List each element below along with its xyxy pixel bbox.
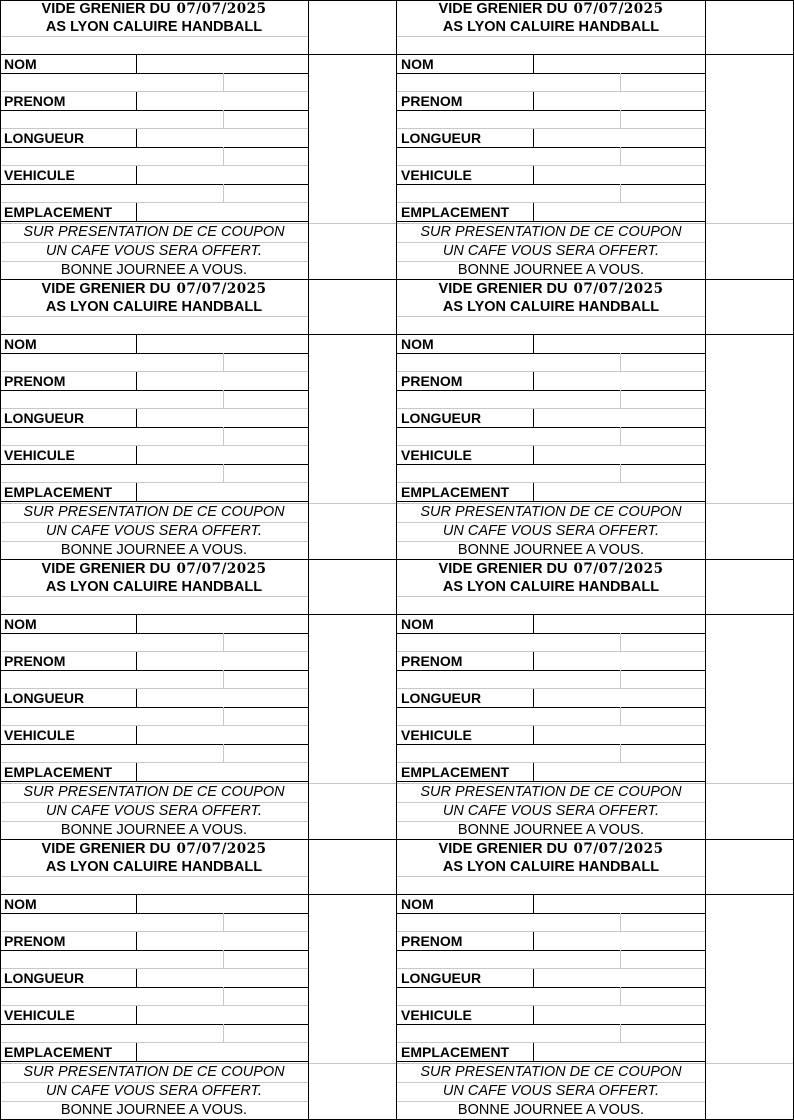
field-input[interactable] xyxy=(534,203,705,221)
coupon-title-text: VIDE GRENIER DU xyxy=(41,1,171,17)
field-label: NOM xyxy=(4,56,37,72)
input-line xyxy=(136,184,308,185)
gridline xyxy=(620,353,621,371)
field-label: NOM xyxy=(401,896,434,912)
field-input[interactable] xyxy=(534,932,705,950)
field-input[interactable] xyxy=(137,483,308,501)
field-input[interactable] xyxy=(534,55,705,73)
club-name: AS LYON CALUIRE HANDBALL xyxy=(45,579,263,595)
field-label: PRENOM xyxy=(4,653,66,669)
field-label: PRENOM xyxy=(4,373,66,389)
input-line xyxy=(533,147,705,148)
gridline xyxy=(397,1082,705,1083)
coupon-offer-line1: SUR PRESENTATION DE CE COUPON xyxy=(420,224,682,240)
input-line xyxy=(533,670,705,671)
coupon-title-text: VIDE GRENIER DU xyxy=(438,1,568,17)
field-label: NOM xyxy=(4,616,37,632)
input-line xyxy=(136,950,308,951)
field-label: PRENOM xyxy=(401,373,463,389)
column-divider xyxy=(308,560,309,840)
gridline xyxy=(0,802,308,803)
input-line xyxy=(533,427,705,428)
gridline xyxy=(620,184,621,202)
input-line xyxy=(136,987,308,988)
gridline xyxy=(223,987,224,1005)
field-label: LONGUEUR xyxy=(401,970,482,986)
coupon-offer-line2: UN CAFE VOUS SERA OFFERT. xyxy=(442,243,660,259)
gridline xyxy=(397,1101,705,1102)
label-underline xyxy=(0,147,136,148)
coupon-title xyxy=(0,840,308,858)
field-input[interactable] xyxy=(137,55,308,73)
coupon-title xyxy=(0,280,308,298)
field-input[interactable] xyxy=(534,1006,705,1024)
event-date: 07/07/2025 xyxy=(573,841,664,857)
coupon-greeting: BONNE JOURNEE A VOUS. xyxy=(457,1102,645,1118)
field-input[interactable] xyxy=(534,483,705,501)
field-label: LONGUEUR xyxy=(401,130,482,146)
input-line xyxy=(136,73,308,74)
coupon xyxy=(0,280,397,560)
coupon-greeting: BONNE JOURNEE A VOUS. xyxy=(457,262,645,278)
label-underline xyxy=(0,501,136,502)
coupon-title xyxy=(397,840,705,858)
field-label: EMPLACEMENT xyxy=(401,484,510,500)
coupon xyxy=(0,0,397,280)
field-input[interactable] xyxy=(137,409,308,427)
label-underline xyxy=(0,987,136,988)
field-input[interactable] xyxy=(534,335,705,353)
field-label: VEHICULE xyxy=(4,447,75,463)
field-input[interactable] xyxy=(534,969,705,987)
event-date: 07/07/2025 xyxy=(176,561,267,577)
field-input[interactable] xyxy=(137,763,308,781)
field-label: EMPLACEMENT xyxy=(4,204,113,220)
field-label: VEHICULE xyxy=(4,727,75,743)
field-input[interactable] xyxy=(137,969,308,987)
gridline xyxy=(397,876,705,877)
input-line xyxy=(533,353,705,354)
label-underline xyxy=(0,781,136,782)
coupon-title xyxy=(397,0,705,18)
input-line xyxy=(136,390,308,391)
coupon-greeting: BONNE JOURNEE A VOUS. xyxy=(60,822,248,838)
coupon-offer-line1: SUR PRESENTATION DE CE COUPON xyxy=(420,784,682,800)
gridline xyxy=(620,427,621,445)
field-label: LONGUEUR xyxy=(4,130,85,146)
gridline xyxy=(620,950,621,968)
field-label: VEHICULE xyxy=(401,167,472,183)
field-input[interactable] xyxy=(534,1043,705,1061)
label-underline xyxy=(397,501,533,502)
field-label: EMPLACEMENT xyxy=(401,204,510,220)
field-label: EMPLACEMENT xyxy=(4,764,113,780)
gridline xyxy=(223,73,224,91)
gridline xyxy=(0,36,308,37)
club-name: AS LYON CALUIRE HANDBALL xyxy=(442,19,660,35)
label-underline xyxy=(0,353,136,354)
label-underline xyxy=(397,110,533,111)
label-underline xyxy=(397,147,533,148)
label-underline xyxy=(397,633,533,634)
input-line xyxy=(136,1061,308,1062)
field-input[interactable] xyxy=(534,652,705,670)
field-input[interactable] xyxy=(137,1043,308,1061)
coupon-title xyxy=(0,560,308,578)
input-line xyxy=(136,913,308,914)
gridline xyxy=(0,541,308,542)
label-underline xyxy=(0,73,136,74)
field-label: VEHICULE xyxy=(401,447,472,463)
field-label: VEHICULE xyxy=(401,1007,472,1023)
club-name: AS LYON CALUIRE HANDBALL xyxy=(442,859,660,875)
coupon-offer-line1: SUR PRESENTATION DE CE COUPON xyxy=(23,224,285,240)
gridline xyxy=(223,147,224,165)
field-input[interactable] xyxy=(137,446,308,464)
field-label: PRENOM xyxy=(401,933,463,949)
field-input[interactable] xyxy=(534,92,705,110)
input-line xyxy=(136,670,308,671)
field-label: EMPLACEMENT xyxy=(4,484,113,500)
coupon-greeting: BONNE JOURNEE A VOUS. xyxy=(457,542,645,558)
gridline xyxy=(620,110,621,128)
coupon-greeting: BONNE JOURNEE A VOUS. xyxy=(60,542,248,558)
field-label: PRENOM xyxy=(401,93,463,109)
gridline xyxy=(620,913,621,931)
gridline xyxy=(620,987,621,1005)
input-line xyxy=(533,633,705,634)
column-divider xyxy=(705,560,706,840)
label-underline xyxy=(397,987,533,988)
gridline xyxy=(0,242,308,243)
column-divider xyxy=(308,840,309,1120)
input-line xyxy=(533,501,705,502)
input-line xyxy=(533,221,705,222)
gridline xyxy=(397,242,705,243)
label-underline xyxy=(397,707,533,708)
input-line xyxy=(533,950,705,951)
label-underline xyxy=(397,950,533,951)
gridline xyxy=(223,670,224,688)
coupon-offer-line1: SUR PRESENTATION DE CE COUPON xyxy=(23,1064,285,1080)
event-date: 07/07/2025 xyxy=(176,1,267,17)
input-line xyxy=(533,464,705,465)
coupon-offer-line1: SUR PRESENTATION DE CE COUPON xyxy=(23,784,285,800)
field-input[interactable] xyxy=(534,763,705,781)
gridline xyxy=(397,261,705,262)
label-underline xyxy=(0,1061,136,1062)
input-line xyxy=(533,390,705,391)
coupon-offer-line2: UN CAFE VOUS SERA OFFERT. xyxy=(442,803,660,819)
label-underline xyxy=(0,744,136,745)
coupon-title-text: VIDE GRENIER DU xyxy=(41,281,171,297)
input-line xyxy=(136,221,308,222)
field-label: LONGUEUR xyxy=(4,410,85,426)
coupon xyxy=(0,560,397,840)
field-input[interactable] xyxy=(534,446,705,464)
input-line xyxy=(136,147,308,148)
field-input[interactable] xyxy=(534,615,705,633)
field-input[interactable] xyxy=(534,726,705,744)
label-underline xyxy=(397,1061,533,1062)
column-divider xyxy=(705,280,706,560)
coupon-greeting: BONNE JOURNEE A VOUS. xyxy=(60,262,248,278)
label-underline xyxy=(397,464,533,465)
input-line xyxy=(136,707,308,708)
gridline xyxy=(0,316,308,317)
gridline xyxy=(397,596,705,597)
input-line xyxy=(136,781,308,782)
gridline xyxy=(223,353,224,371)
field-label: NOM xyxy=(401,336,434,352)
gridline xyxy=(397,541,705,542)
field-input[interactable] xyxy=(137,92,308,110)
gridline xyxy=(397,316,705,317)
label-underline xyxy=(397,353,533,354)
gridline xyxy=(620,744,621,762)
gridline xyxy=(620,707,621,725)
input-line xyxy=(533,913,705,914)
field-label: VEHICULE xyxy=(4,1007,75,1023)
field-label: NOM xyxy=(401,616,434,632)
field-input[interactable] xyxy=(137,1006,308,1024)
club-name: AS LYON CALUIRE HANDBALL xyxy=(442,579,660,595)
event-date: 07/07/2025 xyxy=(176,841,267,857)
input-line xyxy=(136,110,308,111)
gridline xyxy=(620,670,621,688)
gridline xyxy=(0,876,308,877)
gridline xyxy=(0,261,308,262)
field-label: LONGUEUR xyxy=(401,410,482,426)
column-divider xyxy=(705,840,706,1120)
coupon-title-text: VIDE GRENIER DU xyxy=(438,841,568,857)
field-label: EMPLACEMENT xyxy=(401,764,510,780)
field-label: EMPLACEMENT xyxy=(401,1044,510,1060)
field-label: NOM xyxy=(4,336,37,352)
input-line xyxy=(533,1061,705,1062)
label-underline xyxy=(397,73,533,74)
label-underline xyxy=(0,464,136,465)
coupon-greeting: BONNE JOURNEE A VOUS. xyxy=(60,1102,248,1118)
label-underline xyxy=(0,427,136,428)
label-underline xyxy=(397,1024,533,1025)
label-underline xyxy=(0,950,136,951)
gridline xyxy=(223,707,224,725)
gridline xyxy=(223,633,224,651)
label-underline xyxy=(0,184,136,185)
field-input[interactable] xyxy=(534,166,705,184)
input-line xyxy=(533,781,705,782)
gridline xyxy=(223,390,224,408)
coupon xyxy=(397,280,794,560)
gridline xyxy=(620,1024,621,1042)
field-input[interactable] xyxy=(137,203,308,221)
event-date: 07/07/2025 xyxy=(176,281,267,297)
coupon-offer-line2: UN CAFE VOUS SERA OFFERT. xyxy=(442,1083,660,1099)
input-line xyxy=(136,633,308,634)
field-label: PRENOM xyxy=(4,93,66,109)
field-input[interactable] xyxy=(534,895,705,913)
coupon xyxy=(397,840,794,1120)
club-name: AS LYON CALUIRE HANDBALL xyxy=(45,299,263,315)
coupon-title xyxy=(397,280,705,298)
input-line xyxy=(533,110,705,111)
column-divider xyxy=(308,0,309,280)
field-input[interactable] xyxy=(137,932,308,950)
coupon-greeting: BONNE JOURNEE A VOUS. xyxy=(457,822,645,838)
label-underline xyxy=(0,633,136,634)
coupon-offer-line2: UN CAFE VOUS SERA OFFERT. xyxy=(45,803,263,819)
input-line xyxy=(533,1024,705,1025)
label-underline xyxy=(0,913,136,914)
coupon-title-text: VIDE GRENIER DU xyxy=(438,561,568,577)
field-input[interactable] xyxy=(137,372,308,390)
label-underline xyxy=(0,110,136,111)
field-input[interactable] xyxy=(534,689,705,707)
label-underline xyxy=(397,184,533,185)
label-underline xyxy=(0,1024,136,1025)
event-date: 07/07/2025 xyxy=(573,281,664,297)
gridline xyxy=(223,913,224,931)
gridline xyxy=(620,633,621,651)
gridline xyxy=(620,147,621,165)
field-input[interactable] xyxy=(137,726,308,744)
club-name: AS LYON CALUIRE HANDBALL xyxy=(45,19,263,35)
field-label: PRENOM xyxy=(401,653,463,669)
gridline xyxy=(620,73,621,91)
column-divider xyxy=(705,0,706,280)
field-label: LONGUEUR xyxy=(4,690,85,706)
field-input[interactable] xyxy=(137,895,308,913)
label-underline xyxy=(397,781,533,782)
label-underline xyxy=(0,670,136,671)
coupon xyxy=(397,560,794,840)
gridline xyxy=(0,596,308,597)
field-label: EMPLACEMENT xyxy=(4,1044,113,1060)
coupon-title xyxy=(397,560,705,578)
field-input[interactable] xyxy=(137,335,308,353)
coupon-offer-line1: SUR PRESENTATION DE CE COUPON xyxy=(420,1064,682,1080)
coupon-offer-line2: UN CAFE VOUS SERA OFFERT. xyxy=(45,1083,263,1099)
input-line xyxy=(136,1024,308,1025)
input-line xyxy=(136,427,308,428)
gridline xyxy=(0,522,308,523)
label-underline xyxy=(397,913,533,914)
label-underline xyxy=(0,707,136,708)
field-label: NOM xyxy=(4,896,37,912)
gridline xyxy=(620,464,621,482)
event-date: 07/07/2025 xyxy=(573,1,664,17)
input-line xyxy=(136,353,308,354)
coupon-offer-line2: UN CAFE VOUS SERA OFFERT. xyxy=(45,523,263,539)
gridline xyxy=(0,821,308,822)
coupon-title-text: VIDE GRENIER DU xyxy=(41,561,171,577)
field-input[interactable] xyxy=(534,372,705,390)
field-input[interactable] xyxy=(137,166,308,184)
coupon-title xyxy=(0,0,308,18)
field-label: LONGUEUR xyxy=(401,690,482,706)
input-line xyxy=(533,744,705,745)
gridline xyxy=(223,184,224,202)
coupon-offer-line2: UN CAFE VOUS SERA OFFERT. xyxy=(442,523,660,539)
gridline xyxy=(223,110,224,128)
coupon-title-text: VIDE GRENIER DU xyxy=(41,841,171,857)
gridline xyxy=(0,1082,308,1083)
coupon-offer-line1: SUR PRESENTATION DE CE COUPON xyxy=(23,504,285,520)
field-input[interactable] xyxy=(534,129,705,147)
label-underline xyxy=(397,670,533,671)
field-input[interactable] xyxy=(137,129,308,147)
field-label: VEHICULE xyxy=(4,167,75,183)
club-name: AS LYON CALUIRE HANDBALL xyxy=(442,299,660,315)
gridline xyxy=(223,464,224,482)
gridline xyxy=(223,950,224,968)
input-line xyxy=(136,744,308,745)
coupon-title-text: VIDE GRENIER DU xyxy=(438,281,568,297)
input-line xyxy=(533,73,705,74)
input-line xyxy=(533,707,705,708)
club-name: AS LYON CALUIRE HANDBALL xyxy=(45,859,263,875)
gridline xyxy=(397,522,705,523)
field-input[interactable] xyxy=(137,689,308,707)
gridline xyxy=(620,390,621,408)
field-label: NOM xyxy=(401,56,434,72)
input-line xyxy=(533,184,705,185)
column-divider xyxy=(308,280,309,560)
gridline xyxy=(397,802,705,803)
coupon xyxy=(0,840,397,1120)
input-line xyxy=(533,987,705,988)
field-input[interactable] xyxy=(534,409,705,427)
coupon xyxy=(397,0,794,280)
gridline xyxy=(223,1024,224,1042)
field-input[interactable] xyxy=(137,615,308,633)
label-underline xyxy=(397,427,533,428)
label-underline xyxy=(397,390,533,391)
gridline xyxy=(397,36,705,37)
label-underline xyxy=(397,744,533,745)
label-underline xyxy=(0,390,136,391)
input-line xyxy=(136,464,308,465)
label-underline xyxy=(397,221,533,222)
gridline xyxy=(0,1101,308,1102)
field-label: VEHICULE xyxy=(401,727,472,743)
field-label: PRENOM xyxy=(4,933,66,949)
gridline xyxy=(397,821,705,822)
coupon-offer-line2: UN CAFE VOUS SERA OFFERT. xyxy=(45,243,263,259)
field-label: LONGUEUR xyxy=(4,970,85,986)
field-input[interactable] xyxy=(137,652,308,670)
gridline xyxy=(223,427,224,445)
input-line xyxy=(136,501,308,502)
gridline xyxy=(223,744,224,762)
label-underline xyxy=(0,221,136,222)
coupon-offer-line1: SUR PRESENTATION DE CE COUPON xyxy=(420,504,682,520)
event-date: 07/07/2025 xyxy=(573,561,664,577)
